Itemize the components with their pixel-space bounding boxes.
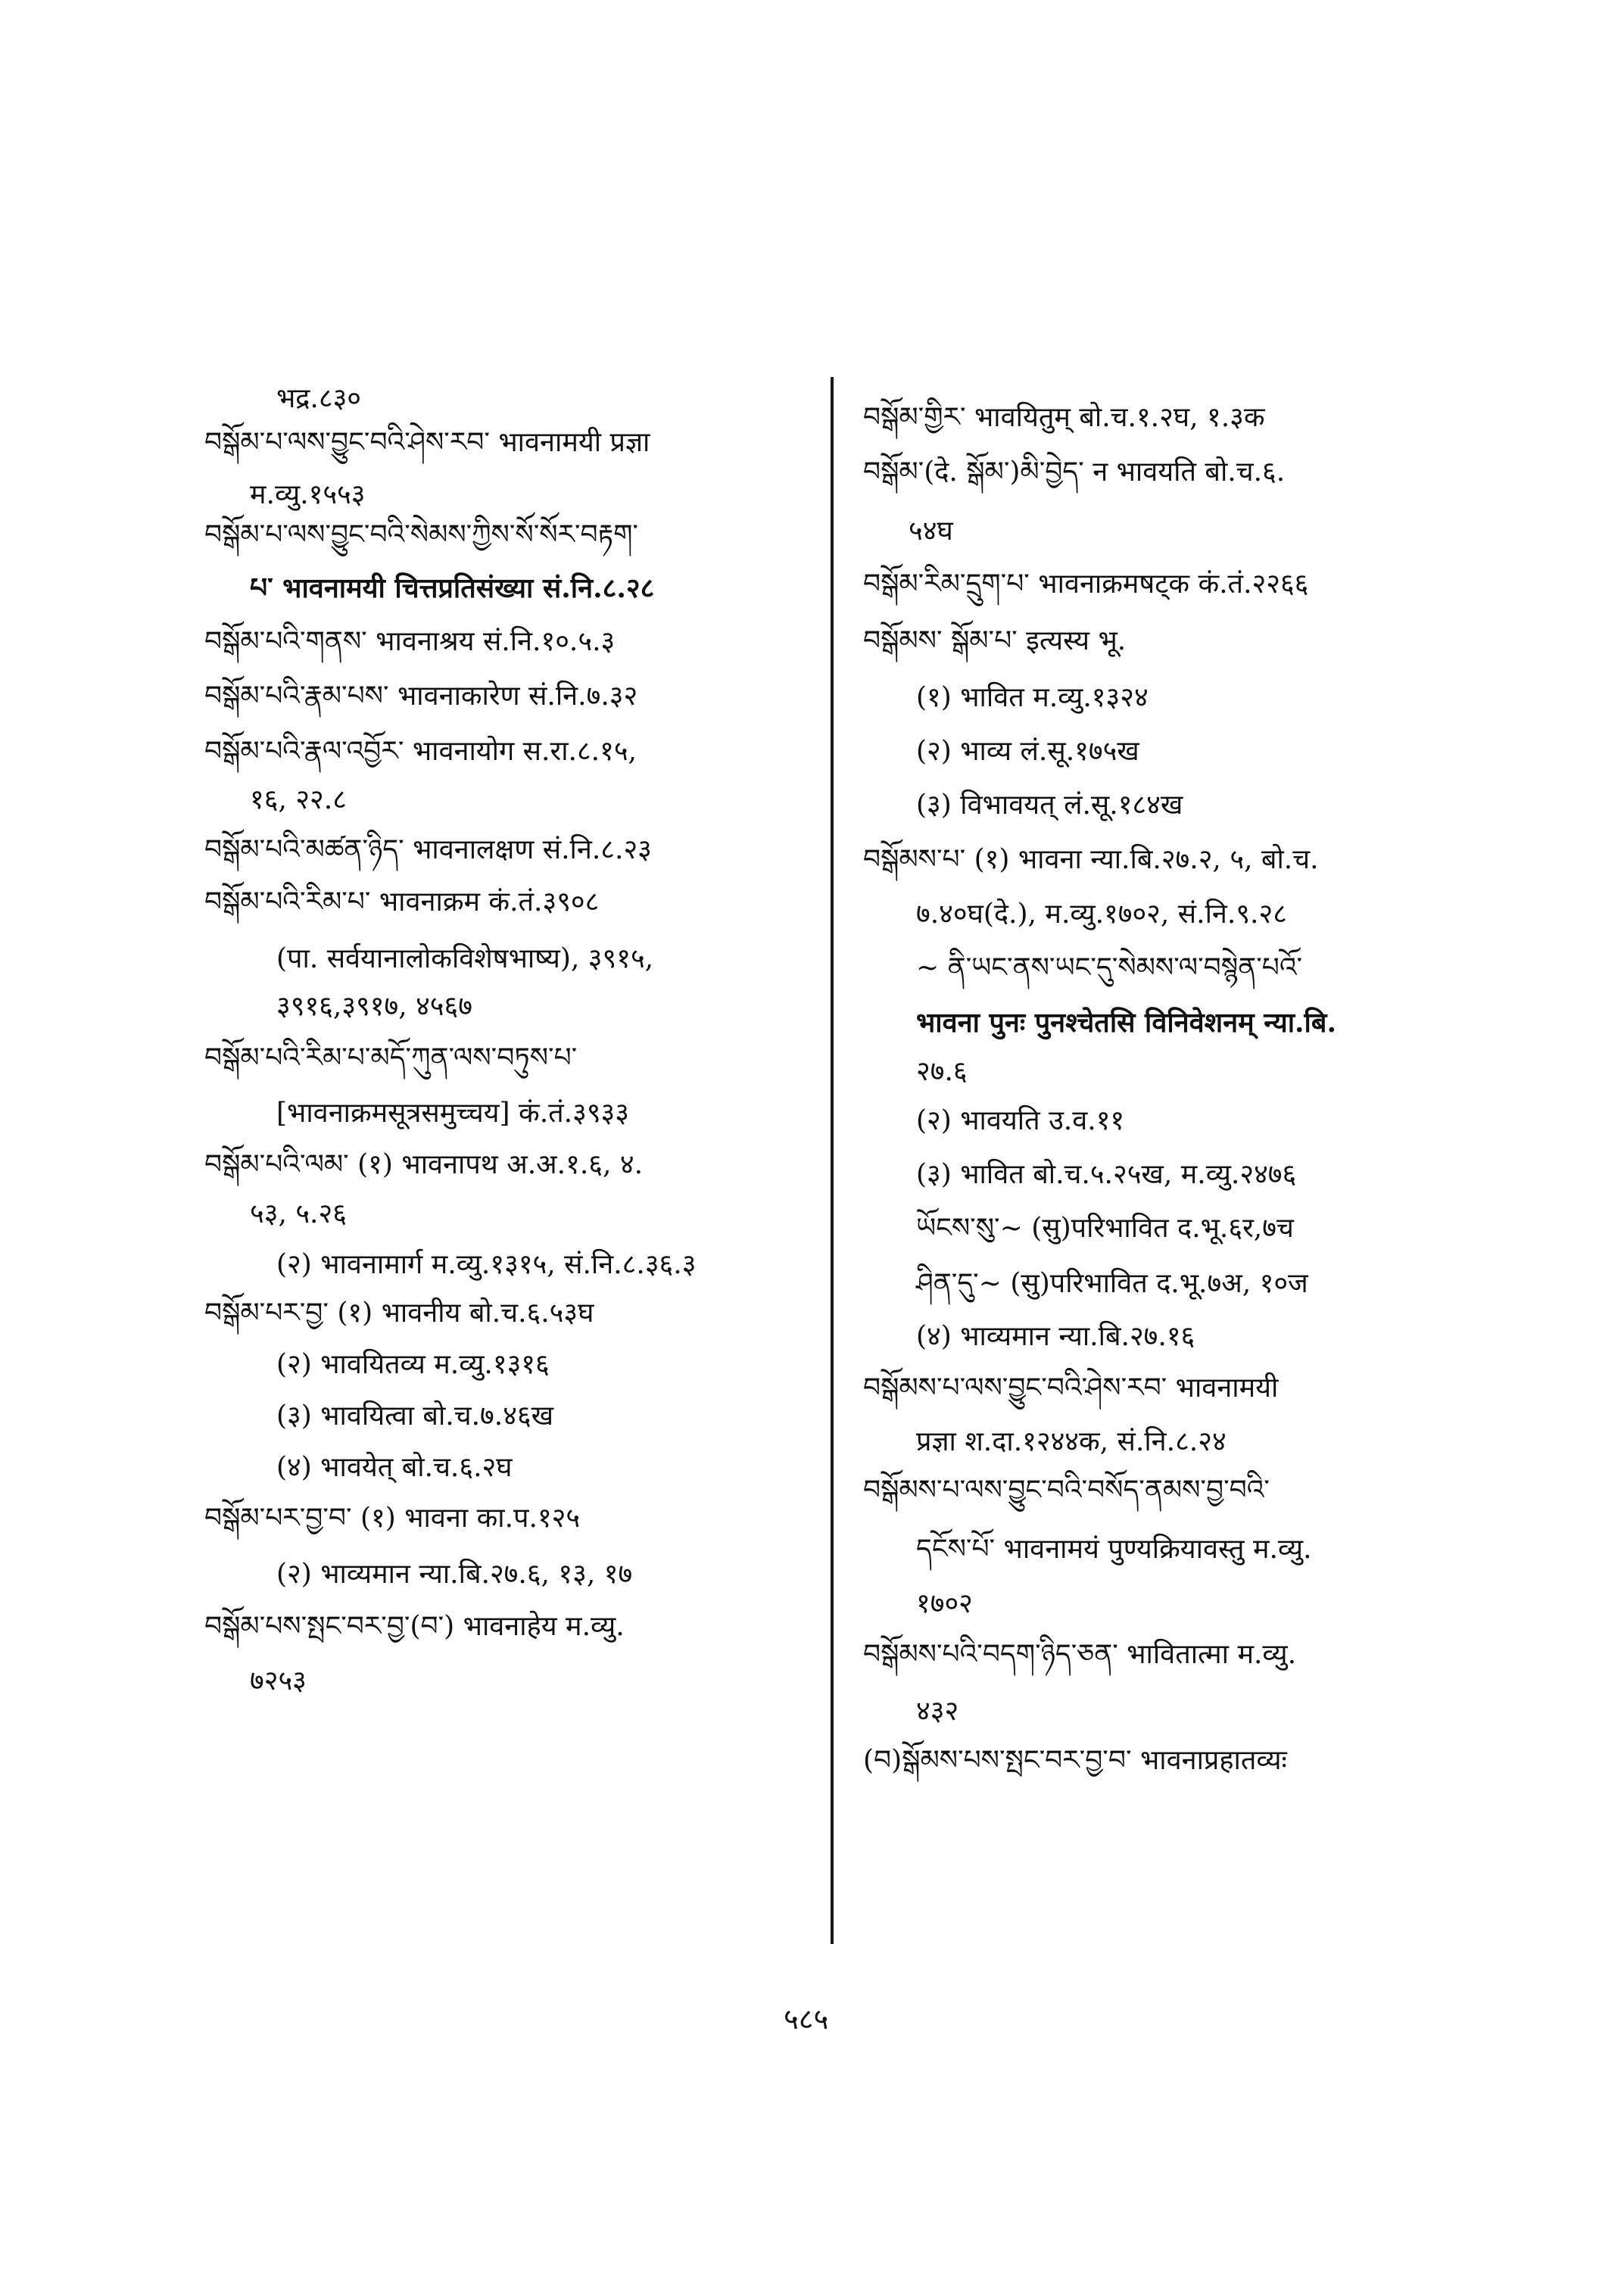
entry-line: ཡོངས་སུ་~ (सु)परिभावित द.भू.६र,७च — [916, 1213, 1294, 1244]
entry-line: २७.६ — [916, 1056, 968, 1087]
entry-line: བསྒོམ་པ་ལས་བྱུང་བའི་ཤེས་རབ་ भावनामयी प्रज्ञा — [204, 427, 650, 458]
entry-line: ३९१६,३९१७, ४५६७ — [276, 991, 472, 1022]
entry-line: (१) भावित म.व्यु.१३२४ — [916, 682, 1149, 713]
page-number: ५८५ — [784, 2002, 829, 2036]
entry-line: བསྒོམ་པའི་རིམ་པ་ भावनाक्रम कं.तं.३९०८ — [204, 886, 600, 918]
entry-line: བསྒོམ་པ་ལས་བྱུང་བའི་སེམས་ཀྱིས་སོ་སོར་བརྟག་ — [204, 519, 638, 550]
entry-line: བསྒོམས་པའི་བདག་ཉིད་ཅན་ भावितात्मा म.व्यु. — [863, 1639, 1297, 1670]
entry-line: ७.४०घ(दे.), म.व्यु.१७०२, सं.नि.९.२८ — [916, 899, 1287, 930]
entry-line: བསྒོམས་ སྒོམ་པ་ इत्यस्य भू. — [863, 625, 1127, 656]
entry-line: (२) भावयति उ.व.११ — [916, 1105, 1125, 1136]
entry-line: བསྒོམ་པའི་མཚན་ཉིད་ भावनालक्षण सं.नि.८.२३ — [204, 834, 652, 865]
entry-line: १६, २२.८ — [250, 784, 347, 815]
entry-line: (२) भावनामार्ग म.व्यु.१३१५, सं.नि.८.३६.३ — [276, 1249, 697, 1280]
entry-line: प्रज्ञा श.दा.१२४४क, सं.नि.८.२४ — [916, 1426, 1227, 1457]
entry-line: (२) भाव्य लं.सू.१७५ख — [916, 736, 1139, 767]
entry-line: (३) भावयित्वा बो.च.७.४६ख — [276, 1400, 554, 1432]
entry-line: བསྒོམ་པའི་ལམ་ (१) भावनापथ अ.अ.१.६, ४. — [204, 1149, 644, 1180]
entry-line: བསྒོམ་(दे. སྒོམ་)མི་བྱེད་ न भावयति बो.च.६. — [863, 456, 1286, 488]
entry-line: (४) भावयेत् बो.च.६.२घ — [276, 1452, 513, 1483]
entry-line: བསྒོམ་གྱིར་ भावयितुम् बो.च.१.२घ, १.३क — [863, 402, 1265, 433]
entry-line: १७०२ — [916, 1588, 973, 1619]
entry-line: བསྒོམ་པར་བྱ་བ་ (१) भावना का.प.१२५ — [204, 1503, 581, 1534]
entry-line: ५४घ — [909, 516, 953, 547]
entry-line: དངོས་པོ་ भावनामयं पुण्यक्रियावस्तु म.व्यु. — [916, 1534, 1312, 1565]
entry-line: (पा. सर्वयानालोकविशेषभाष्य), ३९१५, — [276, 943, 654, 974]
entry-line: བསྒོམ་པའི་རིམ་པ་མདོ་ཀུན་ལས་བཏུས་པ་ — [204, 1042, 578, 1073]
entry-line: (४) भाव्यमान न्या.बि.२७.१६ — [916, 1321, 1195, 1352]
entry-line: བསྒོམས་པ་ལས་བྱུང་བའི་བསོད་ནམས་བྱ་བའི་ — [863, 1475, 1270, 1506]
entry-line: ཤིན་དུ་~ (सु)परिभावित द.भू.७अ, १०ज — [916, 1268, 1308, 1299]
entry-line: བསྒོམ་པའི་རྣལ་འབྱོར་ भावनायोग स.रा.८.१५, — [204, 736, 637, 767]
entry-line: (२) भाव्यमान न्या.बि.२७.६, १३, १७ — [276, 1559, 633, 1590]
entry-line: (३) विभावयत् लं.सू.१८४ख — [916, 790, 1183, 821]
entry-line: (२) भावयितव्य म.व्यु.१३१६ — [276, 1349, 550, 1380]
entry-line: (३) भावित बो.च.५.२५ख, म.व्यु.२४७६ — [916, 1159, 1297, 1190]
entry-line: भावना पुनः पुनश्चेतसि विनिवेशनम् न्या.बि. — [916, 1007, 1336, 1039]
entry-line: (བ)སྒོམས་པས་སྤང་བར་བྱ་བ་ भावनाप्रहातव्यः — [863, 1745, 1287, 1776]
entry-line: བསྒོམས་པ་ (१) भावना न्या.बि.२७.२, ५, बो.च. — [863, 844, 1319, 875]
entry-line: भद्र.८३० — [276, 383, 362, 414]
entry-line: བསྒོམ་པར་བྱ་ (१) भावनीय बो.च.६.५३घ — [204, 1298, 594, 1329]
entry-line: म.व्यु.१५५३ — [250, 479, 366, 510]
entry-line: ~ ནི་ཡང་ནས་ཡང་དུ་སེམས་ལ་བསྙེན་པའོ་ — [916, 952, 1303, 983]
entry-line: [भावनाक्रमसूत्रसमुच्चय] कं.तं.३९३३ — [276, 1098, 629, 1129]
entry-line: པ་ भावनामयी चित्तप्रतिसंख्या सं.नि.८.२८ — [250, 572, 655, 604]
entry-line: བསྒོམ་པའི་རྣམ་པས་ भावनाकारेण सं.नि.७.३२ — [204, 681, 638, 712]
entry-line: ४३२ — [916, 1696, 959, 1727]
entry-line: ५३, ५.२६ — [250, 1198, 347, 1229]
entry-line: བསྒོམ་པའི་གནས་ भावनाश्रय सं.नि.१०.५.३ — [204, 626, 616, 657]
entry-line: བསྒོམ་པས་སྤང་བར་བྱ་(བ་) भावनाहेय म.व्यु. — [204, 1611, 625, 1642]
entry-line: བསྒོམ་རིམ་དྲུག་པ་ भावनाक्रमषट्क कं.तं.२२६६ — [863, 569, 1309, 600]
entry-line: ७२५३ — [250, 1665, 307, 1696]
column-divider — [831, 377, 834, 1944]
entry-line: བསྒོམས་པ་ལས་བྱུང་བའི་ཤེས་རབ་ भावनामयी — [863, 1372, 1279, 1404]
